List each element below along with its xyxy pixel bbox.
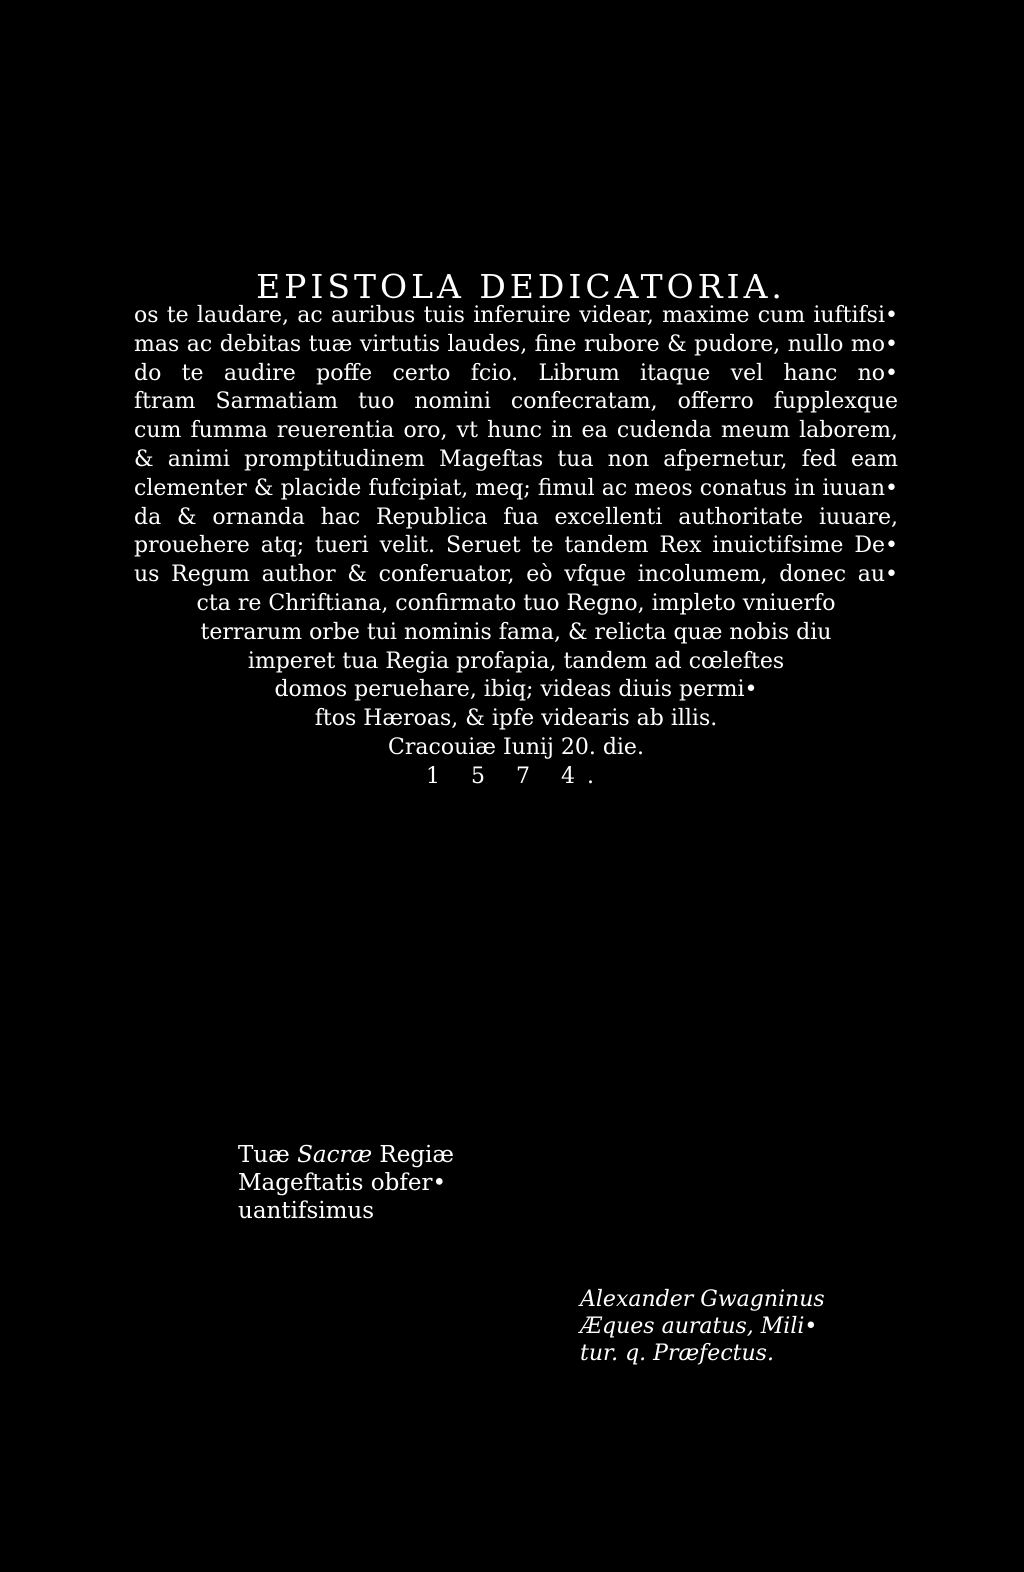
- text-line: os te laudare, ac auribus tuis inferuire videar, maxime cum iuftifsi•: [134, 303, 898, 328]
- date-line: Cracouiæ Iunij 20. die.: [388, 734, 644, 760]
- text-line: ftram Sarmatiam tuo nomini confecratam, offerro fupplexque: [134, 389, 898, 415]
- text-line: cum fumma reuerentia oro, vt hunc in ea cudenda meum laborem,: [134, 418, 898, 444]
- text-line: & animi promptitudinem Mageftas tua non afpernetur, fed eam: [134, 446, 898, 472]
- closing-word: Regiæ: [372, 1142, 454, 1168]
- text-line: terrarum orbe tui nominis fama, & relicta quæ nobis diu: [200, 619, 832, 645]
- closing-salutation: [238, 1141, 638, 1225]
- closing-word: Tuæ: [238, 1142, 298, 1168]
- signature-name: Alexander Gwagninus: [580, 1287, 825, 1312]
- text-line: ftos Hæroas, & ipfe videaris ab illis.: [314, 706, 718, 732]
- year-line: 1 5 7 4.: [426, 763, 606, 789]
- text-line: mas ac debitas tuæ virtutis laudes, fine rubore & pudore, nullo mo•: [134, 331, 898, 357]
- closing-line: Mageftatis obfer•: [238, 1170, 447, 1196]
- signature-block: [580, 1286, 920, 1367]
- signature-title: Æques auratus, Mili•: [580, 1314, 818, 1339]
- text-line: do te audire poffe certo fcio. Librum itaque vel hanc no•: [134, 360, 898, 386]
- closing-line: [238, 1141, 638, 1169]
- text-line: cta re Chriftiana, confirmato tuo Regno, impleto vniuerfo: [196, 590, 836, 616]
- text-line: domos peruehare, ibiq; videas diuis permi•: [274, 677, 758, 703]
- text-line: da & ornanda hac Republica fua excellenti authoritate iuuare,: [134, 504, 898, 530]
- text-line: imperet tua Regia profapia, tandem ad cœleftes: [247, 648, 785, 674]
- page-heading: EPISTOLA DEDICATORIA.: [256, 267, 786, 306]
- text-line: clementer & placide fufcipiat, meq; fimul ac meos conatus in iuuan•: [134, 475, 898, 501]
- text-line: prouehere atq; tueri velit. Seruet te tandem Rex inuictifsime De•: [134, 533, 898, 559]
- closing-word-italic: Sacræ: [297, 1142, 373, 1168]
- signature-title: tur. q. Præfectus.: [580, 1341, 774, 1366]
- body-text: [134, 302, 898, 792]
- closing-line: uantifsimus: [238, 1198, 375, 1224]
- text-line: us Regum author & conferuator, eò vfque incolumem, donec au•: [134, 562, 898, 588]
